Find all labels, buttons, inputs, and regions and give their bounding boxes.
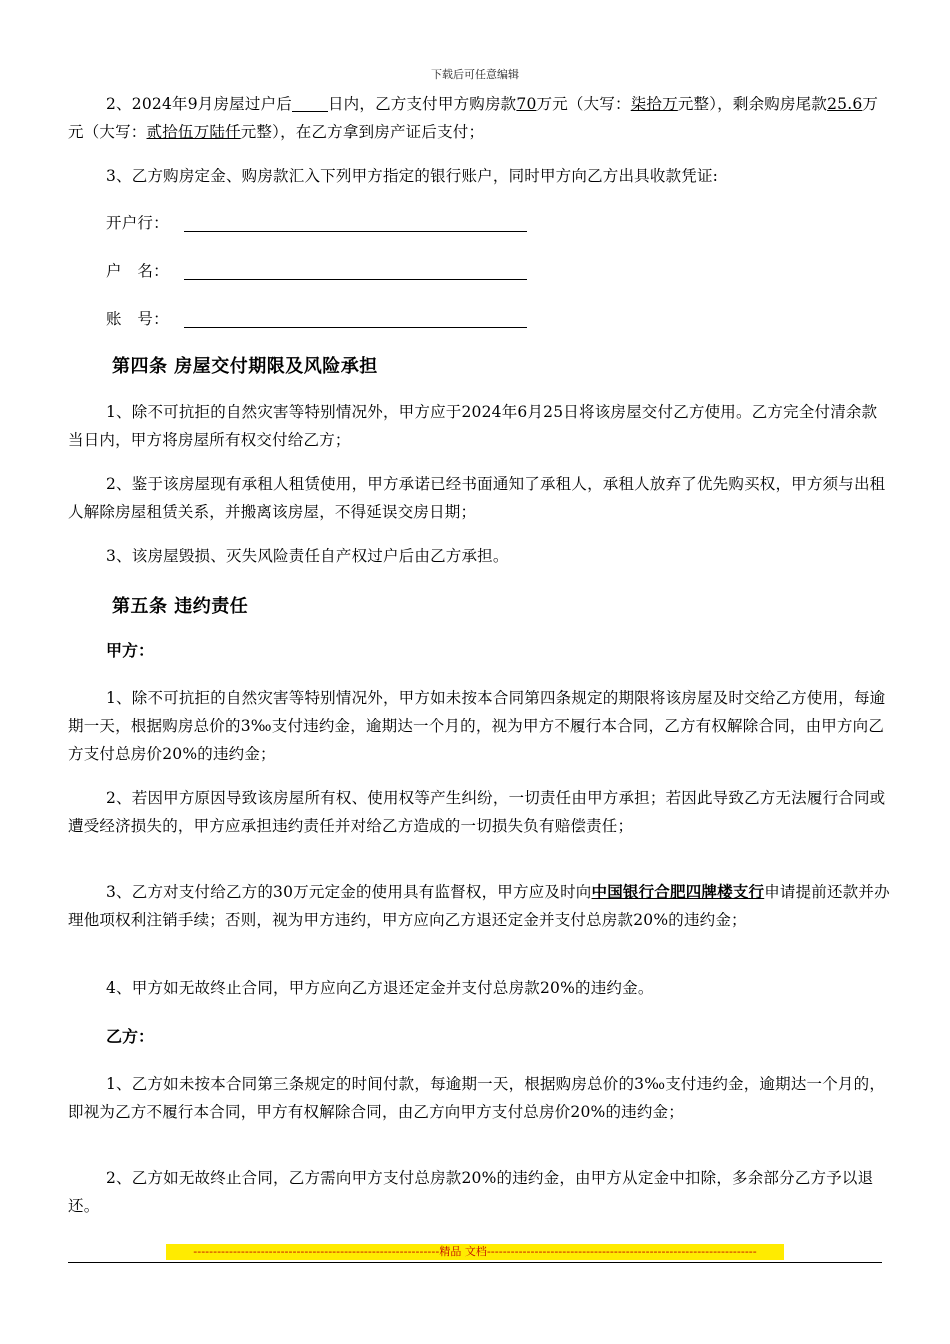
party-a-item3 [68,878,890,934]
account-number-field [184,327,527,328]
party-b-label: 乙方： [106,1027,155,1046]
article5-title: 第五条 违约责任 [112,596,249,617]
account-name-field [184,279,527,280]
item2-text-e: 万元（大写： [68,95,879,141]
item2-text-f: 元整），在乙方拿到房产证后支付； [240,123,485,141]
payment-amount: 70 [516,95,537,113]
header-note: 下载后可任意编辑 [431,68,519,81]
party-b-item2: 2、乙方如无故终止合同，乙方需向甲方支付总房款20%的违约金，由甲方从定金中扣除，多余部分乙方予以退还。 [68,1169,874,1215]
item3-text-b: 申请提前还款并办理他项权利注销手续；否则，视为甲方违约，甲方应向乙方退还定金并支付总房款20%的违约金； [68,883,890,929]
footer-rule [68,1262,882,1263]
bank-name-field [184,231,527,232]
account-number-row [106,307,182,331]
bank-branch-name: 中国银行合肥四牌楼支行 [591,882,765,901]
bank-name-row [106,211,182,235]
party-a-label: 甲方： [106,641,155,660]
party-b-item1: 1、乙方如未按本合同第三条规定的时间付款，每逾期一天，根据购房总价的3‰支付违约金，逾期达一个月的，即视为乙方不履行本合同，甲方有权解除合同，由乙方向甲方支付总房价20%的违约金； [68,1075,886,1121]
item3-text-a: 3、乙方对支付给乙方的30万元定金的使用具有监督权，甲方应及时向 [106,883,592,901]
account-number-label: 账 号： [106,310,169,328]
party-a-item2: 2、若因甲方原因导致该房屋所有权、使用权等产生纠纷，一切责任由甲方承担；若因此导致乙方无法履行合同或遭受经济损失的，甲方应承担违约责任并对给乙方造成的一切损失负有赔偿责任； [68,789,886,835]
footer-band-text: --------------------------------------------------------------精品 文档-------------------------------------------------------------------- [193,1245,757,1258]
article4-title: 第四条 房屋交付期限及风险承担 [112,356,378,377]
bank-name-label: 开户行： [106,214,169,232]
item2-text-a: 2、2024年9月房屋过户后 [106,95,292,113]
party-a-item1: 1、除不可抗拒的自然灾害等特别情况外，甲方如未按本合同第四条规定的期限将该房屋及时交给乙方使用，每逾期一天，根据购房总价的3‰支付违约金，逾期达一个月的，视为甲方不履行本合同，乙方有权解除合同，由甲方向乙方支付总房价20%的违约金； [68,689,886,763]
article4-item1: 1、除不可抗拒的自然灾害等特别情况外，甲方应于2024年6月25日将该房屋交付乙方使用。乙方完全付清余款当日内，甲方将房屋所有权交付给乙方； [68,403,878,449]
clause3-item2 [68,90,890,146]
clause3-item3: 3、乙方购房定金、购房款汇入下列甲方指定的银行账户，同时甲方向乙方出具收款凭证: [106,167,719,185]
payment-amount-words: 柒拾万 [630,95,678,113]
account-name-row [106,259,182,283]
item2-text-c: 万元（大写： [536,95,631,113]
article4-item3: 3、该房屋毁损、灭失风险责任自产权过户后由乙方承担。 [106,547,509,565]
account-name-label: 户 名： [106,262,169,280]
blank-days [292,93,328,112]
balance-amount: 25.6 [827,95,863,113]
footer-band [166,1244,784,1260]
balance-amount-words: 贰拾伍万陆仟 [146,123,241,141]
item2-text-d: 元整），剩余购房尾款 [677,95,828,113]
article4-item2: 2、鉴于该房屋现有承租人租赁使用，甲方承诺已经书面通知了承租人，承租人放弃了优先购买权，甲方须与出租人解除房屋租赁关系，并搬离该房屋，不得延误交房日期； [68,475,886,521]
party-a-item4: 4、甲方如无故终止合同，甲方应向乙方退还定金并支付总房款20%的违约金。 [106,979,654,997]
item2-text-b: 日内，乙方支付甲方购房款 [327,95,517,113]
